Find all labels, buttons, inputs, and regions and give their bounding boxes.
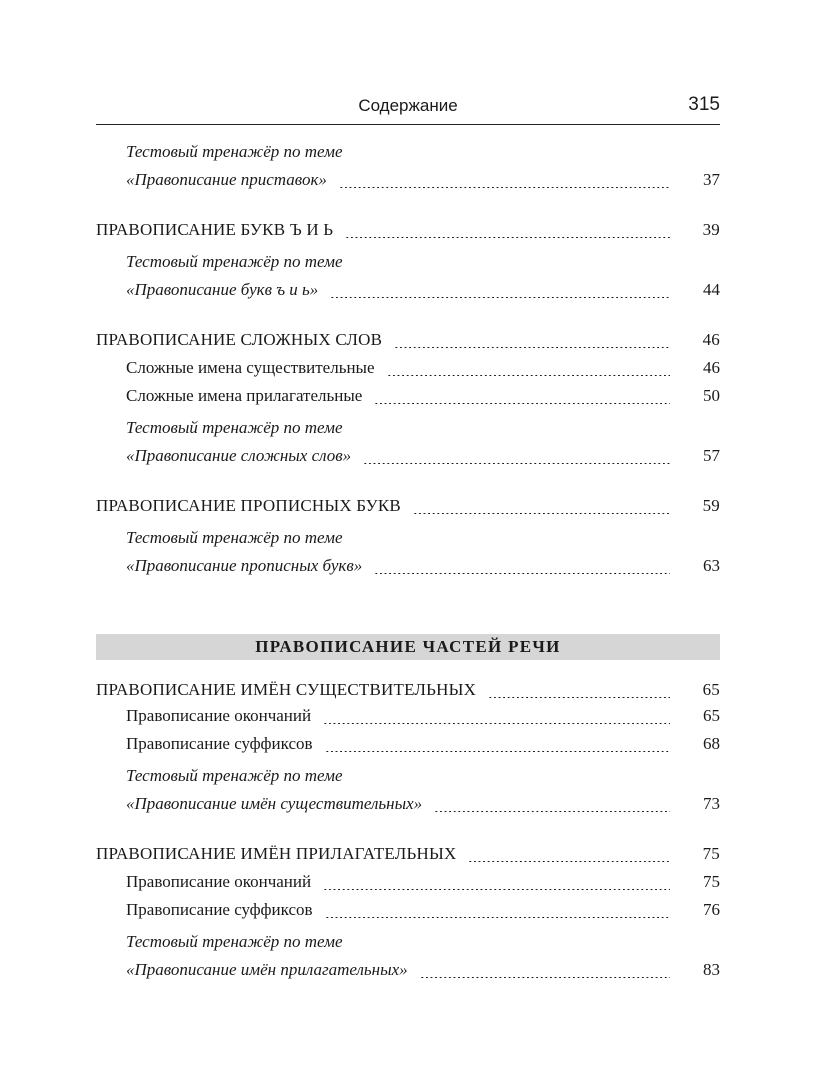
dot-leader <box>323 889 670 890</box>
section-title: ПРАВОПИСАНИЕ ЧАСТЕЙ РЕЧИ <box>255 637 561 656</box>
dot-leader <box>325 751 670 752</box>
toc-entry-test-hard-soft-sign[interactable] <box>126 280 720 304</box>
toc-test-title[interactable] <box>126 142 720 166</box>
toc-entry-test-compound-words[interactable] <box>126 446 720 470</box>
toc-page-number: 63 <box>703 556 720 575</box>
toc-label: Тестовый тренажёр по теме <box>126 932 343 951</box>
dot-leader <box>420 977 670 978</box>
toc-entry-capital-letters[interactable] <box>96 496 720 520</box>
dot-leader <box>345 237 670 238</box>
toc-entry-noun-endings[interactable] <box>126 706 720 730</box>
dot-leader <box>374 403 670 404</box>
page-number: 315 <box>688 94 720 115</box>
toc-page-number: 83 <box>703 960 720 979</box>
dot-leader <box>468 861 670 862</box>
toc-page-number: 50 <box>703 386 720 405</box>
toc-entry-adjectives[interactable] <box>96 844 720 868</box>
running-title: Содержание <box>358 96 458 115</box>
toc-entry-compound-words[interactable] <box>96 330 720 354</box>
toc-entry-compound-adjectives[interactable] <box>126 386 720 410</box>
toc-page-number: 46 <box>702 330 720 349</box>
dot-leader <box>488 697 670 698</box>
dot-leader <box>413 513 670 514</box>
toc-page-number: 57 <box>703 446 720 465</box>
dot-leader <box>434 811 670 812</box>
toc-label: «Правописание имён прилагательных» <box>126 960 408 979</box>
toc-test-title[interactable] <box>126 932 720 956</box>
toc-label: ПРАВОПИСАНИЕ БУКВ Ъ И Ь <box>96 220 334 239</box>
dot-leader <box>394 347 670 348</box>
toc-label: «Правописание букв ъ и ь» <box>126 280 319 299</box>
toc-entry-noun-suffixes[interactable] <box>126 734 720 758</box>
toc-label: Тестовый тренажёр по теме <box>126 142 343 161</box>
toc-label: Сложные имена прилагательные <box>126 386 363 405</box>
toc-page-number: 75 <box>703 872 720 891</box>
toc-entry-test-nouns[interactable] <box>126 794 720 818</box>
dot-leader <box>323 723 670 724</box>
toc-label: ПРАВОПИСАНИЕ СЛОЖНЫХ СЛОВ <box>96 330 383 349</box>
toc-label: Правописание окончаний <box>126 706 312 725</box>
toc-page-number: 37 <box>703 170 720 189</box>
toc-label: «Правописание имён существительных» <box>126 794 423 813</box>
toc-entry-test-adjectives[interactable] <box>126 960 720 984</box>
toc-page-number: 59 <box>702 496 720 515</box>
toc-test-title[interactable] <box>126 418 720 442</box>
toc-label: Тестовый тренажёр по теме <box>126 418 343 437</box>
toc-page-number: 73 <box>703 794 720 813</box>
toc-label: Тестовый тренажёр по теме <box>126 766 343 785</box>
dot-leader <box>363 463 670 464</box>
toc-label: «Правописание приставок» <box>126 170 327 189</box>
toc-label: ПРАВОПИСАНИЕ ИМЁН СУЩЕСТВИТЕЛЬНЫХ <box>96 680 477 699</box>
toc-test-title[interactable] <box>126 528 720 552</box>
toc-page-number: 46 <box>703 358 720 377</box>
section-banner <box>96 634 720 660</box>
dot-leader <box>325 917 670 918</box>
toc-test-title[interactable] <box>126 766 720 790</box>
toc-entry-compound-nouns[interactable] <box>126 358 720 382</box>
toc-entry-adjective-endings[interactable] <box>126 872 720 896</box>
toc-label: Правописание окончаний <box>126 872 312 891</box>
toc-page-number: 68 <box>703 734 720 753</box>
toc-entry-hard-soft-sign[interactable] <box>96 220 720 244</box>
toc-entry-test-prefixes[interactable] <box>126 170 720 194</box>
toc-page-number: 76 <box>703 900 720 919</box>
toc-label: Правописание суффиксов <box>126 900 313 919</box>
toc-page-number: 39 <box>702 220 720 239</box>
toc-label: Правописание суффиксов <box>126 734 313 753</box>
toc-test-title[interactable] <box>126 252 720 276</box>
toc-page-number: 44 <box>703 280 720 299</box>
toc-label: ПРАВОПИСАНИЕ ИМЁН ПРИЛАГАТЕЛЬНЫХ <box>96 844 457 863</box>
toc-page-number: 65 <box>702 680 720 699</box>
page-header <box>96 92 720 125</box>
dot-leader <box>387 375 670 376</box>
toc-label: «Правописание сложных слов» <box>126 446 352 465</box>
toc-label: Сложные имена существительные <box>126 358 375 377</box>
toc-entry-test-capital-letters[interactable] <box>126 556 720 580</box>
toc-entry-nouns[interactable] <box>96 680 720 704</box>
dot-leader <box>330 297 670 298</box>
toc-label: ПРАВОПИСАНИЕ ПРОПИСНЫХ БУКВ <box>96 496 401 515</box>
toc-page-number: 75 <box>702 844 720 863</box>
toc-entry-adjective-suffixes[interactable] <box>126 900 720 924</box>
toc-label: Тестовый тренажёр по теме <box>126 252 343 271</box>
toc-label: Тестовый тренажёр по теме <box>126 528 343 547</box>
dot-leader <box>374 573 670 574</box>
toc-page-number: 65 <box>703 706 720 725</box>
dot-leader <box>339 187 670 188</box>
toc-label: «Правописание прописных букв» <box>126 556 363 575</box>
